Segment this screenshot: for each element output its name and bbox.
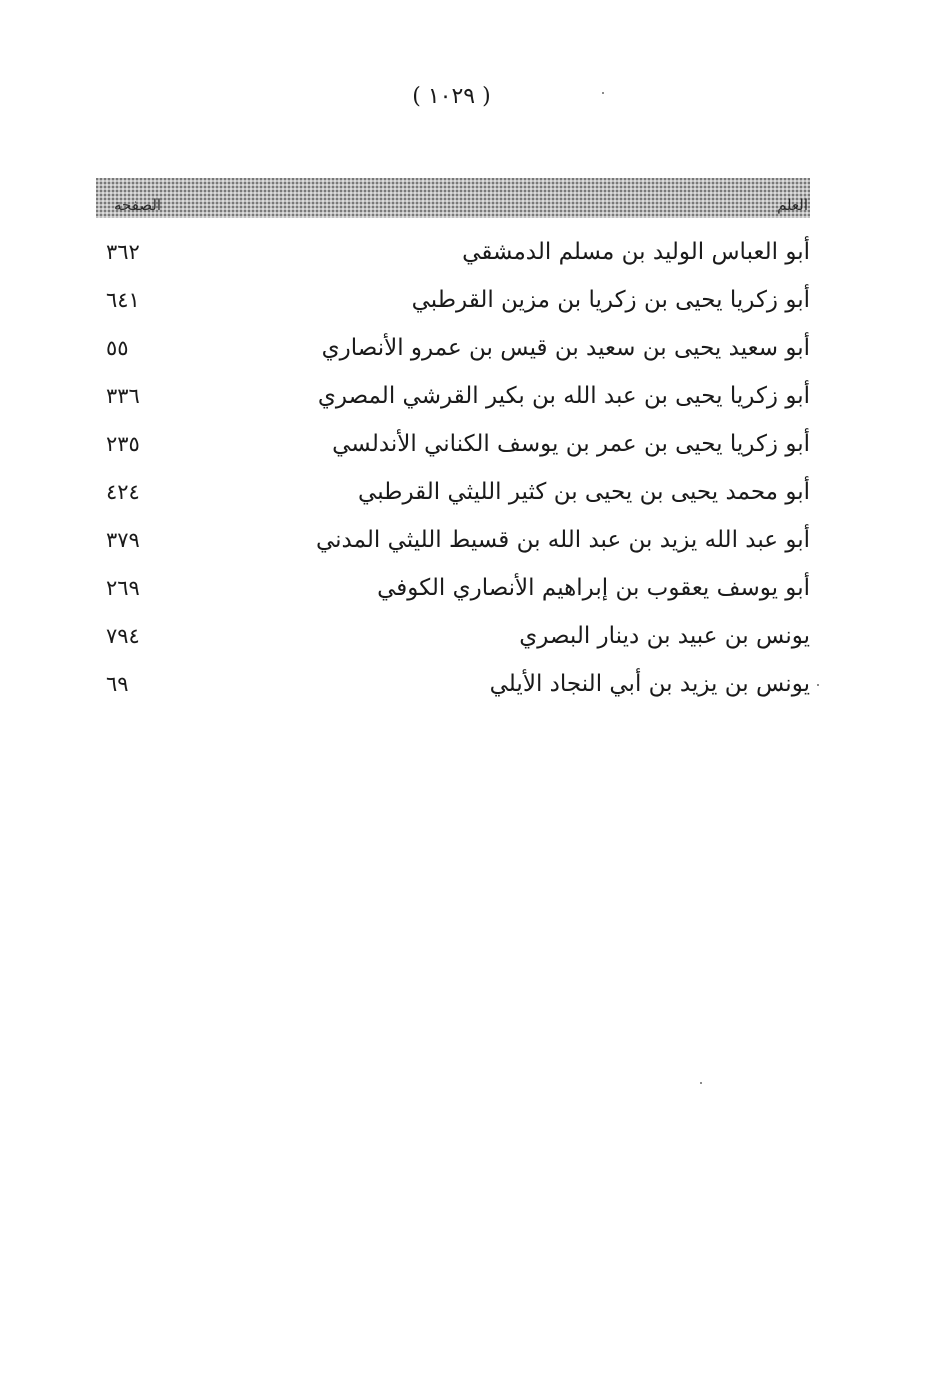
entry-name: أبو زكريا يحيى بن عمر بن يوسف الكناني الأندلسي [332,431,810,457]
entry-name: يونس بن يزيد بن أبي النجاد الأيلي [489,671,810,697]
entry-page: ٣٦٢ [106,240,140,264]
scan-speck [817,684,819,686]
scan-speck [602,92,604,94]
table-row [96,276,810,324]
entry-name: أبو سعيد يحيى بن سعيد بن قيس بن عمرو الأنصاري [321,335,810,361]
scan-speck [700,1082,702,1084]
entry-page: ٤٢٤ [106,480,140,504]
header-name-label: العلم [777,196,808,214]
table-row [96,660,810,708]
page-number: ( ١٠٢٩ ) [412,84,491,109]
entry-name: أبو العباس الوليد بن مسلم الدمشقي [462,239,810,265]
table-row [96,228,810,276]
table-row [96,324,810,372]
header-page-label: الصفحة [114,196,162,214]
entry-list [96,228,810,708]
entry-name: أبو يوسف يعقوب بن إبراهيم الأنصاري الكوفي [377,575,810,601]
table-row [96,564,810,612]
entry-name: أبو عبد الله يزيد بن عبد الله بن قسيط الليثي المدني [315,527,810,553]
entry-page: ٢٣٥ [106,432,140,456]
entry-name: أبو زكريا يحيى بن زكريا بن مزين القرطبي [411,287,810,313]
table-row [96,468,810,516]
table-header [96,178,810,218]
entry-name: أبو زكريا يحيى بن عبد الله بن بكير القرشي المصري [317,383,810,409]
table-row [96,372,810,420]
entry-name: أبو محمد يحيى بن يحيى بن كثير الليثي القرطبي [358,479,810,505]
entry-page: ٥٥ [106,336,129,360]
entry-page: ٧٩٤ [106,624,140,648]
entry-page: ٦٤١ [106,288,140,312]
entry-page: ٣٧٩ [106,528,140,552]
table-row [96,516,810,564]
entry-page: ٣٣٦ [106,384,140,408]
entry-name: يونس بن عبيد بن دينار البصري [519,623,810,649]
table-row [96,612,810,660]
index-table [96,178,810,708]
entry-page: ٢٦٩ [106,576,140,600]
table-row [96,420,810,468]
entry-page: ٦٩ [106,672,129,696]
